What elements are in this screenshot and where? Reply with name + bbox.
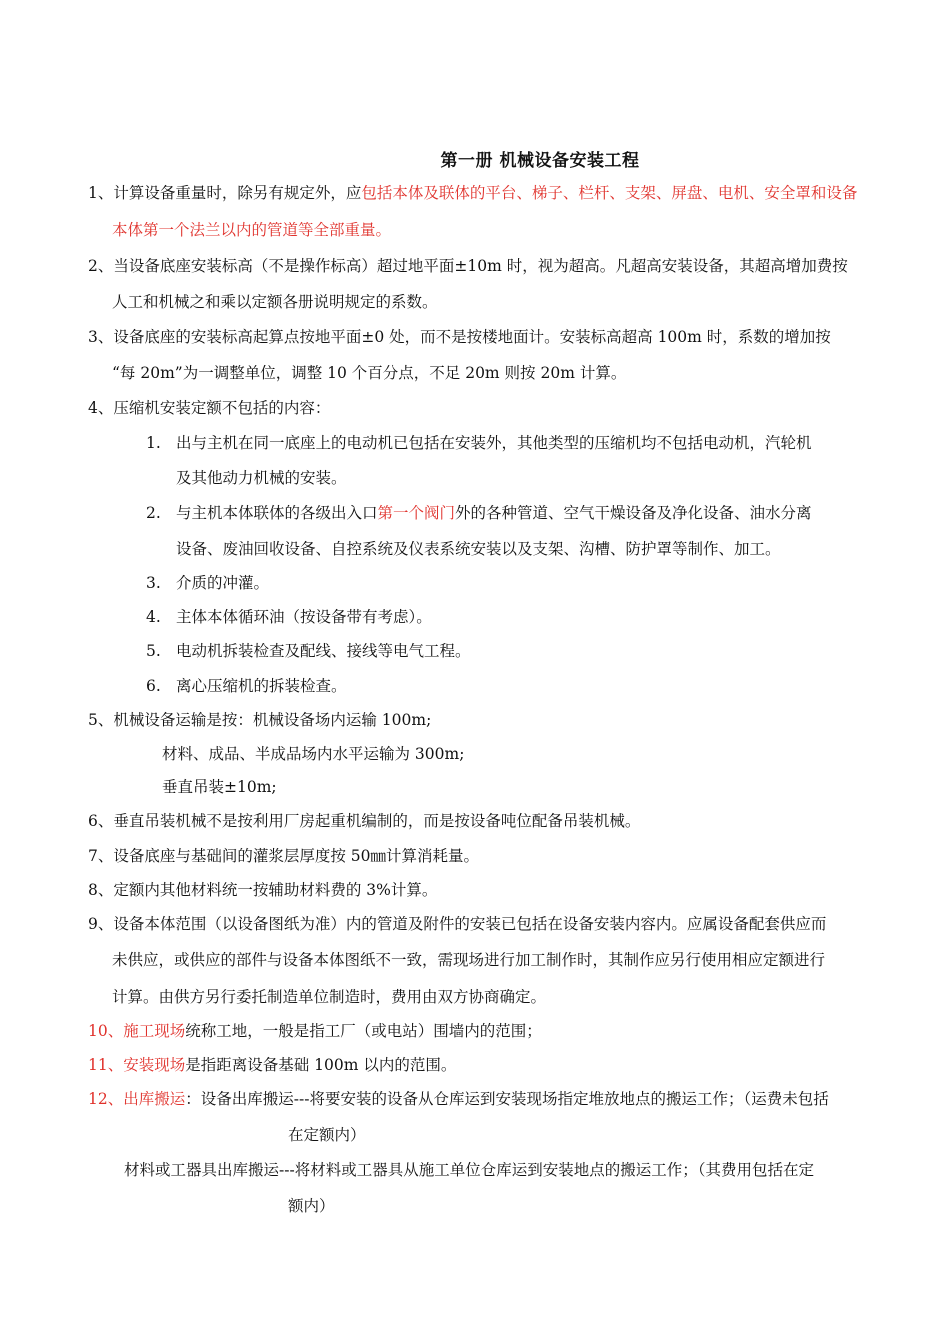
item-11-text: 是指距离设备基础 100m 以内的范围。 (185, 1056, 457, 1074)
item-9-line-1: 9、设备本体范围（以设备图纸为准）内的管道及附件的安装已包括在设备安装内容内。应属设备配套供应而 (88, 915, 827, 933)
item-4-heading: 4、压缩机安装定额不包括的内容： (88, 399, 331, 417)
item-12-line-4: 额内） (288, 1197, 335, 1215)
item-4-sub-6-line-1: 离心压缩机的拆装检查。 (176, 677, 347, 695)
item-12-line-2: 在定额内） (288, 1126, 366, 1144)
item-4-sub-1-number: 1. (146, 434, 161, 452)
item-9-line-3: 计算。由供方另行委托制造单位制造时，费用由双方协商确定。 (112, 988, 547, 1006)
item-2-line-2: 人工和机械之和乘以定额各册说明规定的系数。 (112, 293, 438, 311)
item-8-line-1: 8、定额内其他材料统一按辅助材料费的 3%计算。 (88, 881, 438, 899)
item-1-line-1 (88, 182, 857, 204)
item-4-sub-6-number: 6. (146, 677, 161, 695)
item-4-sub-3-number: 3. (146, 574, 161, 592)
item-1-line-2: 本体第一个法兰以内的管道等全部重量。 (112, 221, 392, 239)
item-4-sub-1-line-1: 出与主机在同一底座上的电动机已包括在安装外，其他类型的压缩机均不包括电动机，汽轮机 (176, 434, 812, 452)
item-5-line-2: 材料、成品、半成品场内水平运输为 300m; (162, 745, 465, 763)
item-4-sub-2-number: 2. (146, 504, 161, 522)
item-4-sub-3-line-1: 介质的冲灌。 (176, 574, 270, 592)
item-4-sub-1-line-2: 及其他动力机械的安装。 (176, 469, 347, 487)
item-4-sub-2-line-2: 设备、废油回收设备、自控系统及仪表系统安装以及支架、沟槽、防护罩等制作、加工。 (176, 540, 781, 558)
item-12-term: 12、出库搬运 (88, 1090, 186, 1108)
item-4-sub-2-text-pre: 与主机本体联体的各级出入口 (176, 504, 378, 522)
item-4-sub-5-number: 5. (146, 642, 161, 660)
item-4-sub-5-line-1: 电动机拆装检查及配线、接线等电气工程。 (176, 642, 471, 660)
item-4-sub-2-line-1 (176, 502, 812, 524)
item-4-sub-2-highlight: 第一个阀门 (377, 504, 456, 522)
item-5-line-1: 5、机械设备运输是按：机械设备场内运输 100m; (88, 711, 432, 729)
item-5-line-3: 垂直吊装±10m; (162, 778, 277, 796)
item-1-text: 1、计算设备重量时，除另有规定外，应 (88, 184, 362, 202)
item-3-line-2: “每 20m”为一调整单位，调整 10 个百分点，不足 20m 则按 20m 计算。 (112, 364, 627, 382)
item-10-text: 统称工地，一般是指工厂（或电站）围墙内的范围； (185, 1022, 542, 1040)
item-11-term: 11、安装现场 (88, 1056, 186, 1074)
item-11-line-1 (88, 1054, 456, 1076)
item-9-line-2: 未供应，或供应的部件与设备本体图纸不一致，需现场进行加工制作时，其制作应另行使用相应定额进行 (112, 951, 826, 969)
item-2-line-1: 2、当设备底座安装标高（不是操作标高）超过地平面±10m 时，视为超高。凡超高安装设备，其超高增加费按 (88, 257, 848, 275)
item-4-sub-4-number: 4. (146, 608, 161, 626)
item-7-line-1: 7、设备底座与基础间的灌浆层厚度按 50㎜计算消耗量。 (88, 847, 480, 865)
item-10-line-1 (88, 1020, 542, 1042)
item-12-line-1 (88, 1088, 829, 1110)
item-12-text: ：设备出库搬运---将要安装的设备从仓库运到安装现场指定堆放地点的搬运工作；（运费未包括 (185, 1090, 829, 1108)
item-10-term: 10、施工现场 (88, 1022, 186, 1040)
item-1-highlight: 包括本体及联体的平台、梯子、栏杆、支架、屏盘、电机、安全罩和设备 (361, 184, 858, 202)
item-12-line-3: 材料或工器具出库搬运---将材料或工器具从施工单位仓库运到安装地点的搬运工作；（其费用包括在定 (124, 1161, 814, 1179)
item-3-line-1: 3、设备底座的安装标高起算点按地平面±0 处，而不是按楼地面计。安装标高超高 100m 时，系数的增加按 (88, 328, 831, 346)
page-title: 第一册 机械设备安装工程 (440, 151, 640, 171)
item-4-sub-2-text-post: 外的各种管道、空气干燥设备及净化设备、油水分离 (455, 504, 812, 522)
item-6-line-1: 6、垂直吊装机械不是按利用厂房起重机编制的，而是按设备吨位配备吊装机械。 (88, 812, 641, 830)
item-4-sub-4-line-1: 主体本体循环油（按设备带有考虑）。 (176, 608, 432, 626)
